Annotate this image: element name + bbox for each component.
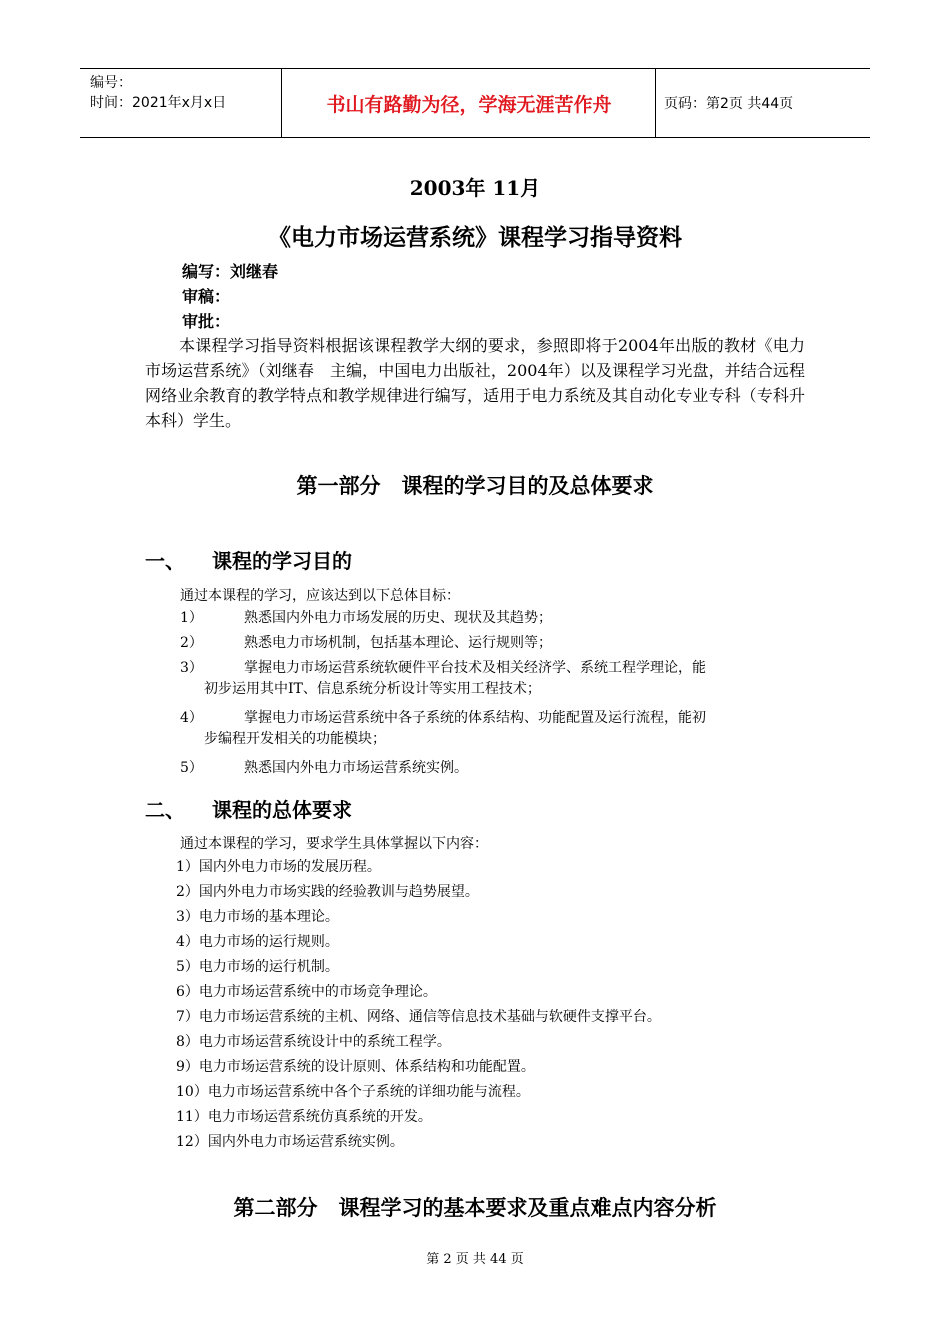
list-item: 4）电力市场的运行规则。 [176, 934, 339, 950]
section2-heading [145, 794, 352, 823]
list-item: 5）电力市场的运行机制。 [176, 959, 339, 975]
header-table [80, 68, 870, 138]
page-footer: 第 2 页 共 44 页 [426, 1252, 524, 1267]
goal-text: 掌握电力市场运营系统软硬件平台技术及相关经济学、系统工程学理论，能 [244, 660, 706, 676]
goal-text: 熟悉国内外电力市场运营系统实例。 [244, 760, 468, 776]
goal-text: 掌握电力市场运营系统中各子系统的体系结构、功能配置及运行流程，能初 [244, 710, 706, 726]
section1-title: 课程的学习目的 [212, 549, 352, 573]
header-divider [655, 69, 656, 137]
list-item: 12）国内外电力市场运营系统实例。 [176, 1134, 404, 1150]
list-item: 8）电力市场运营系统设计中的系统工程学。 [176, 1034, 451, 1050]
part1-heading: 第一部分 课程的学习目的及总体要求 [296, 473, 654, 498]
goal-text-continued: 初步运用其中IT、信息系统分析设计等实用工程技术； [204, 681, 541, 697]
section2-number: 二、 [145, 798, 185, 822]
goal-item [180, 608, 805, 629]
header-left-cell [90, 73, 226, 113]
goal-item [180, 658, 805, 700]
goal-number: 4） [180, 710, 203, 726]
list-item: 3）电力市场的基本理论。 [176, 909, 339, 925]
goal-text: 熟悉电力市场机制，包括基本理论、运行规则等； [244, 635, 552, 651]
goal-item [180, 633, 805, 654]
list-item: 7）电力市场运营系统的主机、网络、通信等信息技术基础与软硬件支撑平台。 [176, 1009, 661, 1025]
list-item: 9）电力市场运营系统的设计原则、体系结构和功能配置。 [176, 1059, 535, 1075]
document-date: 2003年 11月 [409, 176, 541, 200]
reviewer-line: 审稿： [182, 287, 231, 306]
section1-lead: 通过本课程的学习，应该达到以下总体目标： [180, 588, 460, 604]
requirements-list [176, 855, 661, 1155]
list-item: 11）电力市场运营系统仿真系统的开发。 [176, 1109, 432, 1125]
section1-heading [145, 545, 352, 574]
author-line: 编写：刘继春 [182, 262, 279, 281]
goal-text-continued: 步编程开发相关的功能模块； [204, 731, 386, 747]
goal-item [180, 758, 805, 779]
list-item: 10）电力市场运营系统中各个子系统的详细功能与流程。 [176, 1084, 530, 1100]
header-motto: 书山有路勤为径，学海无涯苦作舟 [326, 93, 612, 116]
goal-number: 5） [180, 760, 203, 776]
list-item: 1）国内外电力市场的发展历程。 [176, 859, 381, 875]
intro-paragraph: 本课程学习指导资料根据该课程教学大纲的要求，参照即将于2004年出版的教材《电力市场运营系统》（刘继春 主编，中国电力出版社，2004年）以及课程学习光盘，并结合远程网络业余教育的教学特点和教学规律进行编写，适用于电力系统及其自动化专业专科（专科升本科）学生。 [145, 336, 805, 430]
header-page-info: 页码：第2页 共44页 [664, 96, 794, 112]
goal-number: 3） [180, 660, 203, 676]
approver-line: 审批： [182, 312, 231, 331]
section2-lead: 通过本课程的学习，要求学生具体掌握以下内容： [180, 836, 488, 852]
time-label: 时间：2021年x月x日 [90, 95, 227, 111]
list-item: 6）电力市场运营系统中的市场竞争理论。 [176, 984, 437, 1000]
section2-title: 课程的总体要求 [212, 798, 352, 822]
serial-label: 编号： [90, 75, 132, 91]
goal-text: 熟悉国内外电力市场发展的历史、现状及其趋势； [244, 610, 552, 626]
list-item: 2）国内外电力市场实践的经验教训与趋势展望。 [176, 884, 479, 900]
section1-number: 一、 [145, 549, 185, 573]
goal-number: 2） [180, 635, 203, 651]
goal-number: 1） [180, 610, 203, 626]
goal-item [180, 708, 805, 750]
part2-heading: 第二部分 课程学习的基本要求及重点难点内容分析 [233, 1195, 717, 1220]
document-title: 《电力市场运营系统》课程学习指导资料 [268, 224, 682, 251]
